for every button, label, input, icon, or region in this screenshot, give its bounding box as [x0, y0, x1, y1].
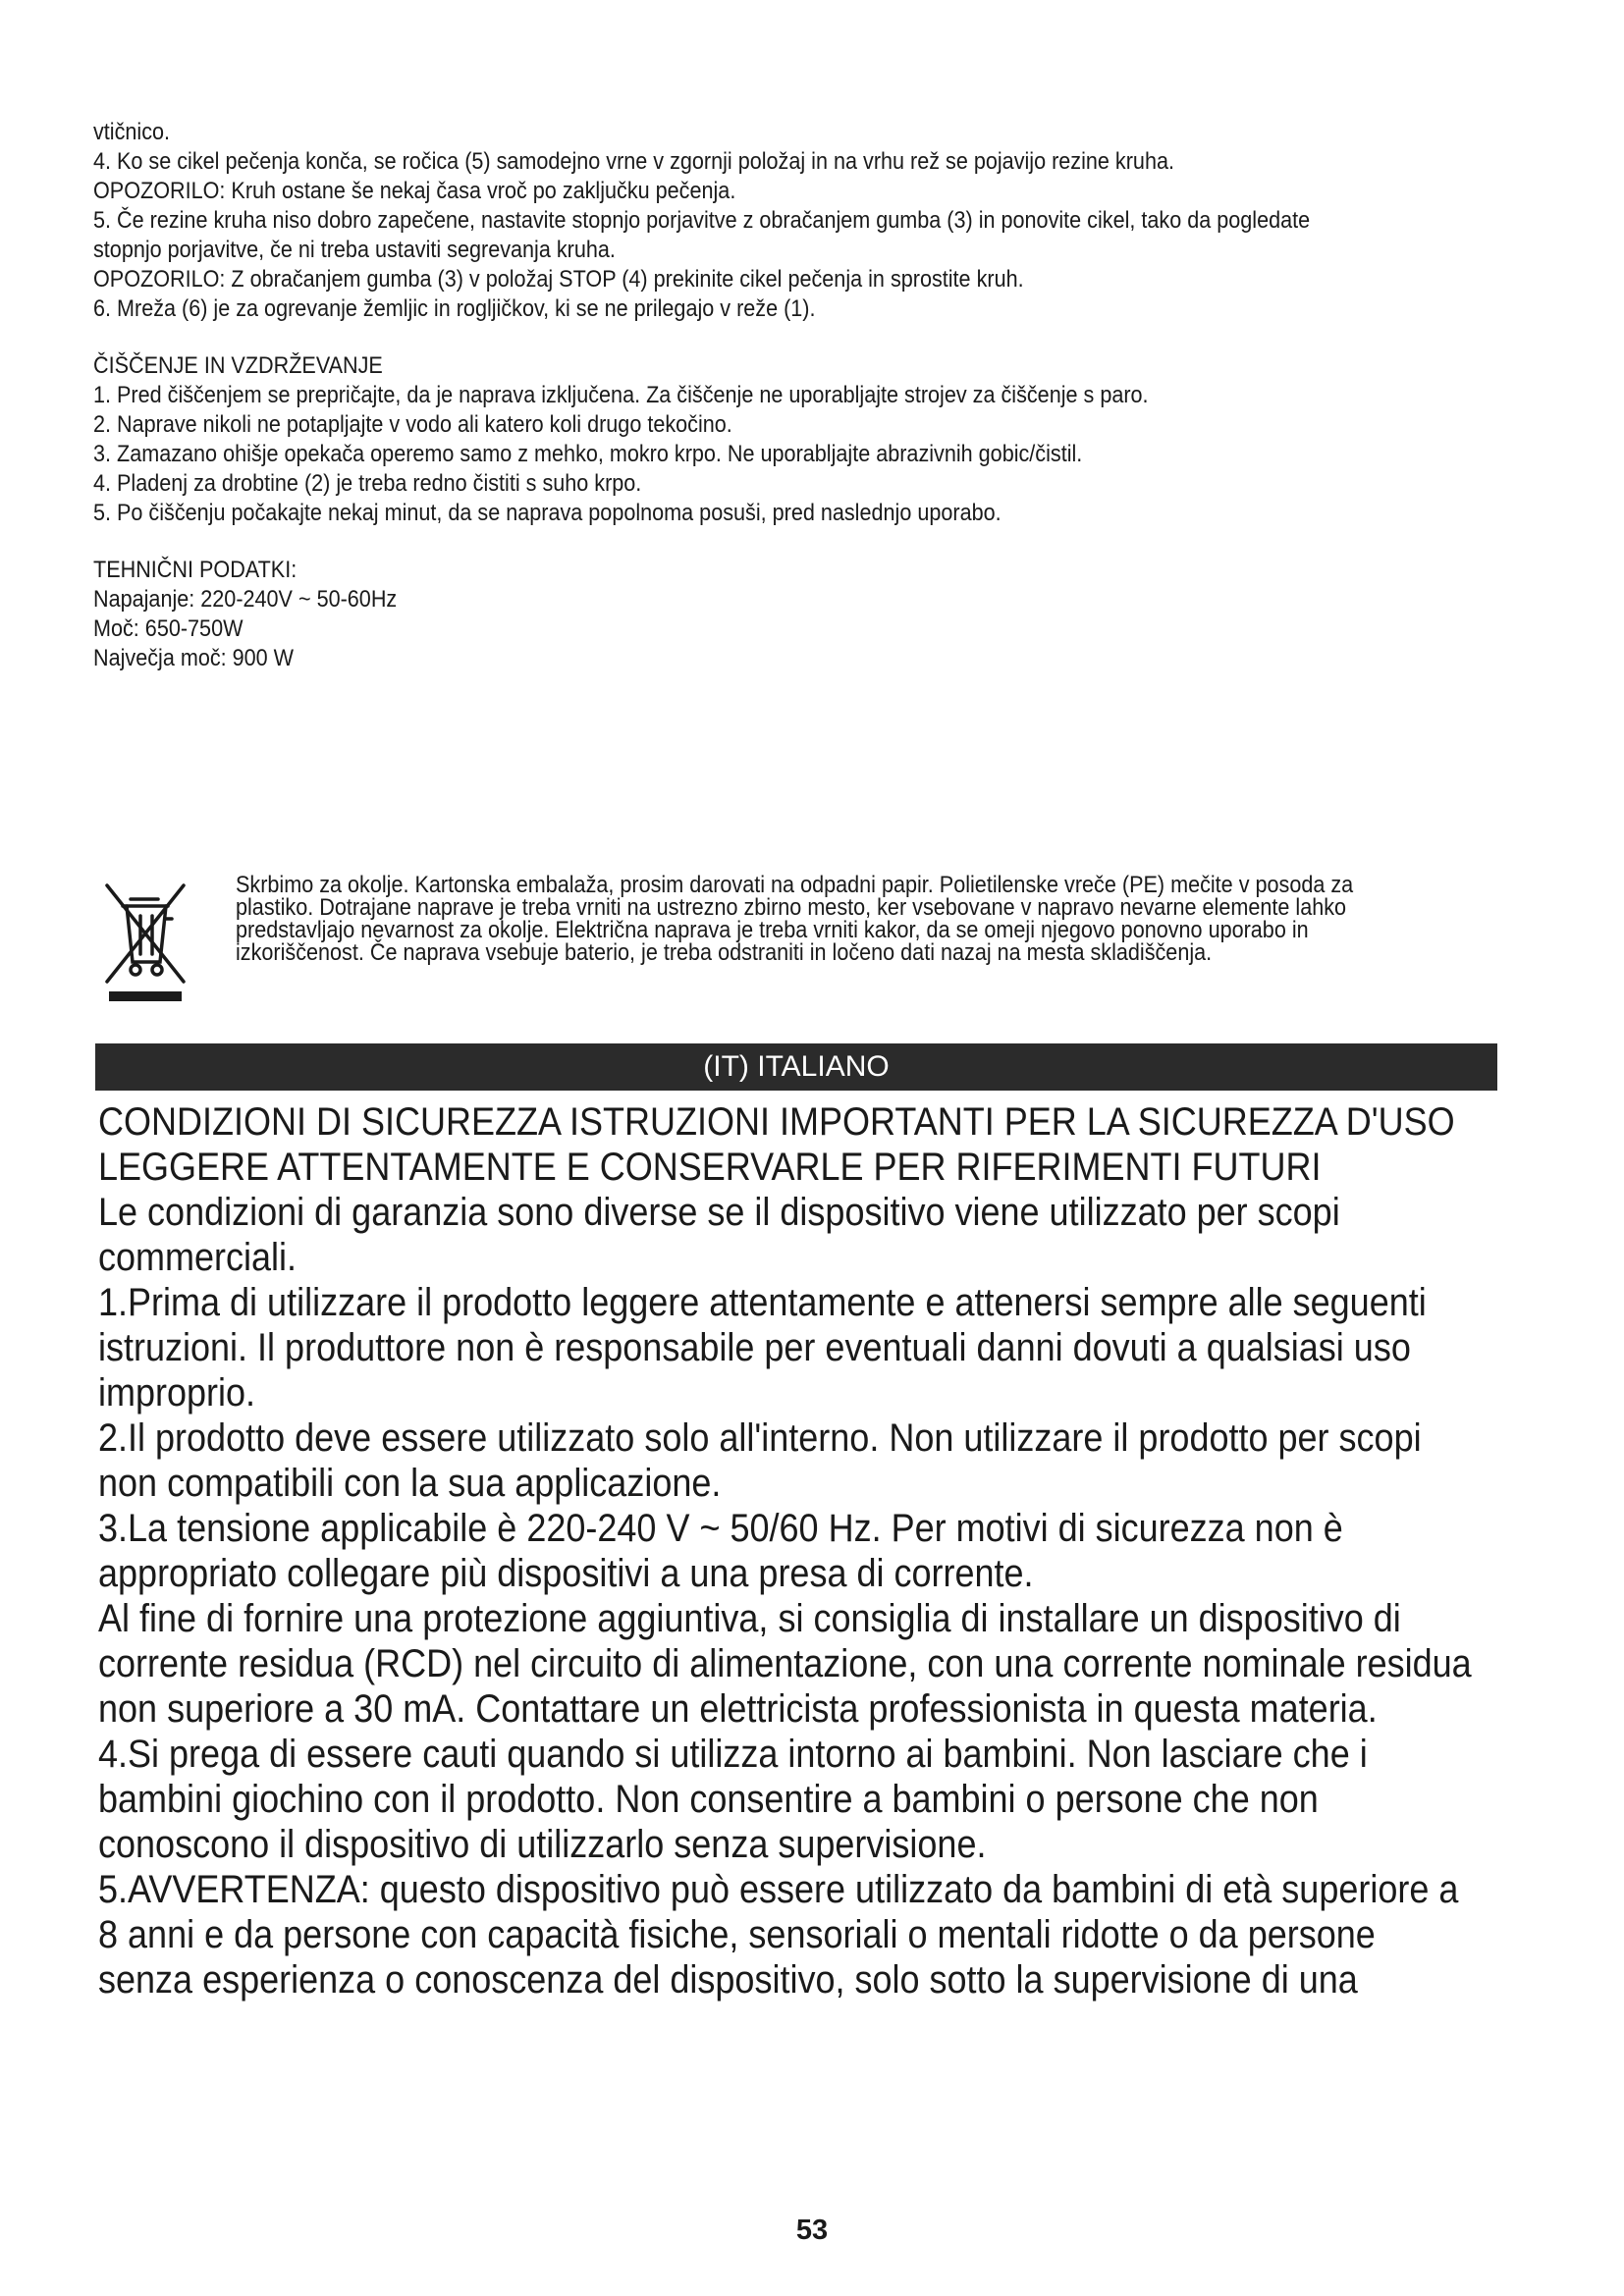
it-text-line: 2.Il prodotto deve essere utilizzato solo all'interno. Non utilizzare il prodotto per scopi [98, 1416, 1422, 1460]
sl-text-line: vtičnico. [93, 119, 171, 145]
it-text-line: non compatibili con la sua applicazione. [98, 1462, 722, 1505]
tech-data-heading: TEHNIČNI PODATKI: [93, 557, 298, 583]
cleaning-item: 2. Naprave nikoli ne potapljajte v vodo ali katero koli drugo tekočino. [93, 411, 732, 438]
eco-notice-line: izkoriščenost. Če naprava vsebuje baterio, je treba odstraniti in ločeno dati nazaj na mesta skladiščenja. [236, 939, 1213, 966]
cleaning-item: 4. Pladenj za drobtine (2) je treba redno čistiti s suho krpo. [93, 470, 642, 497]
page-number: 53 [795, 2215, 829, 2246]
eco-notice [93, 872, 1527, 1009]
it-text-line: 5.AVVERTENZA: questo dispositivo può essere utilizzato da bambini di età superiore a [98, 1868, 1459, 1911]
sl-text-line: 6. Mreža (6) je za ogrevanje žemljic in rogljičkov, ki se ne prilegajo v reže (1). [93, 295, 816, 322]
it-text-line: Le condizioni di garanzia sono diverse se il dispositivo viene utilizzato per scopi [98, 1191, 1340, 1234]
tech-data-item: Največja moč: 900 W [93, 645, 295, 671]
sl-text-line: stopnjo porjavitve, če ni treba ustaviti segrevanja kruha. [93, 237, 616, 263]
it-text-line: corrente residua (RCD) nel circuito di alimentazione, con una corrente nominale residua [98, 1642, 1472, 1685]
italian-section [98, 1099, 1571, 2002]
sl-text-line: OPOZORILO: Z obračanjem gumba (3) v položaj STOP (4) prekinite cikel pečenja in sprostite kruh. [93, 266, 1024, 293]
it-text-line: commerciali. [98, 1236, 298, 1279]
it-text-line: 3.La tensione applicabile è 220-240 V ~ 50/60 Hz. Per motivi di sicurezza non è [98, 1507, 1343, 1550]
it-text-line: 8 anni e da persone con capacità fisiche, sensoriali o mentali ridotte o da persone [98, 1913, 1376, 1956]
eco-notice-text [236, 874, 1610, 964]
it-text-line: appropriato collegare più dispositivi a una presa di corrente. [98, 1552, 1034, 1595]
sl-text-line: 5. Če rezine kruha niso dobro zapečene, nastavite stopnjo porjavitve z obračanjem gumba (3) in ponovite cikel, tako da pogledate [93, 207, 1311, 234]
slovenian-section [93, 118, 1527, 673]
it-text-line: senza esperienza o conoscenza del dispositivo, solo sotto la supervisione di una [98, 1958, 1358, 2002]
cleaning-item: 1. Pred čiščenjem se prepričajte, da je naprava izključena. Za čiščenje ne uporabljajte strojev za čiščenje s paro. [93, 382, 1149, 408]
cleaning-item: 5. Po čiščenju počakajte nekaj minut, da se naprava popolnoma posuši, pred naslednjo uporabo. [93, 500, 1001, 526]
it-text-line: CONDIZIONI DI SICUREZZA ISTRUZIONI IMPORTANTI PER LA SICUREZZA D'USO [98, 1100, 1455, 1144]
it-text-line: non superiore a 30 mA. Contattare un elettricista professionista in questa materia. [98, 1687, 1378, 1731]
it-text-line: LEGGERE ATTENTAMENTE E CONSERVARLE PER RIFERIMENTI FUTURI [98, 1146, 1322, 1189]
crossed-out-wheelie-bin-icon [101, 880, 189, 1005]
cleaning-heading: ČIŠČENJE IN VZDRŽEVANJE [93, 352, 383, 379]
eco-notice-line: plastiko. Dotrajane naprave je treba vrniti na ustrezno zbirno mesto, ker vsebovane v napravo nevarne elemente lahko [236, 894, 1347, 921]
it-text-line: 1.Prima di utilizzare il prodotto leggere attentamente e attenersi sempre alle seguenti [98, 1281, 1427, 1324]
it-text-line: istruzioni. Il produttore non è responsabile per eventuali danni dovuti a qualsiasi uso [98, 1326, 1411, 1369]
it-text-line: conoscono il dispositivo di utilizzarlo senza supervisione. [98, 1823, 987, 1866]
tech-data-item: Moč: 650-750W [93, 615, 244, 642]
tech-data-item: Napajanje: 220-240V ~ 50-60Hz [93, 586, 398, 613]
it-text-line: Al fine di fornire una protezione aggiuntiva, si consiglia di installare un dispositivo di [98, 1597, 1401, 1640]
it-text-line: 4.Si prega di essere cauti quando si utilizza intorno ai bambini. Non lasciare che i [98, 1733, 1368, 1776]
sl-text-line: 4. Ko se cikel pečenja konča, se ročica (5) samodejno vrne v zgornji položaj in na vrhu rež se pojavijo rezine kruha. [93, 148, 1174, 175]
cleaning-item: 3. Zamazano ohišje opekača operemo samo z mehko, mokro krpo. Ne uporabljajte abrazivnih gobic/čistil. [93, 441, 1083, 467]
eco-notice-line: predstavljajo nevarnost za okolje. Električna naprava je treba vrniti kakor, da se omeji njegovo ponovno uporabo in [236, 917, 1309, 943]
eco-notice-line: Skrbimo za okolje. Kartonska embalaža, prosim darovati na odpadni papir. Polietilenske vreče (PE) mečite v posoda za [236, 872, 1354, 898]
it-text-line: improprio. [98, 1371, 256, 1415]
it-text-line: bambini giochino con il prodotto. Non consentire a bambini o persone che non [98, 1778, 1319, 1821]
sl-text-line: OPOZORILO: Kruh ostane še nekaj časa vroč po zaključku pečenja. [93, 178, 736, 204]
language-section-header: (IT) ITALIANO [95, 1043, 1497, 1091]
